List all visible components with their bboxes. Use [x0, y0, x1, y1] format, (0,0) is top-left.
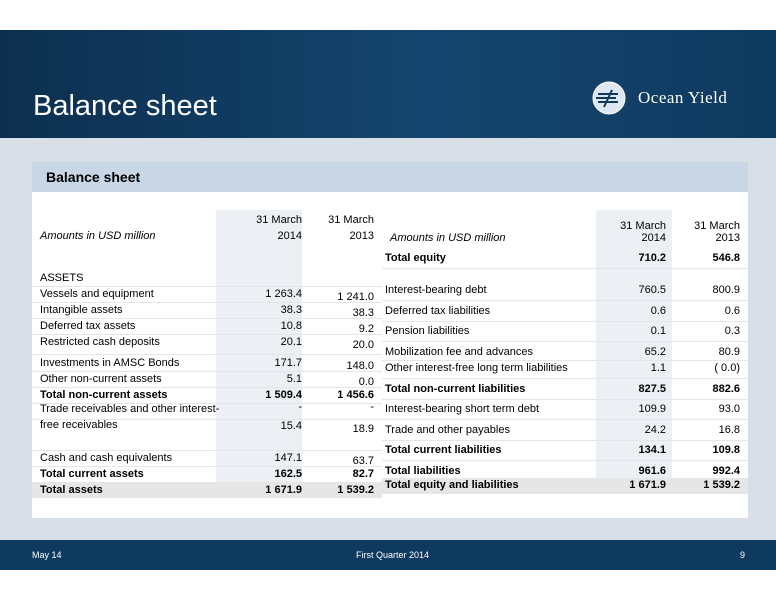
- row-divider: [32, 450, 382, 451]
- table-row: [382, 479, 748, 495]
- table-row: [32, 304, 382, 320]
- table-header-row: [32, 214, 382, 230]
- value-2014: 15.4: [280, 420, 302, 432]
- table-row: [382, 346, 748, 362]
- table-row: [32, 320, 382, 336]
- value-2013: 148.0: [346, 360, 374, 372]
- table-row: [32, 288, 382, 304]
- footer-date: May 14: [32, 550, 62, 560]
- value-2013: 18.9: [352, 423, 374, 435]
- value-2014: 109.9: [638, 403, 666, 415]
- value-2013: 1 539.2: [703, 479, 740, 491]
- row-divider: [382, 378, 748, 379]
- row-label: Deferred tax assets: [40, 320, 136, 332]
- top-margin: [0, 0, 776, 30]
- value-2014: 0.6: [650, 305, 666, 317]
- value-2014: 24.2: [644, 424, 666, 436]
- table-row: [32, 272, 382, 288]
- value-2014: 147.1: [274, 452, 302, 464]
- row-label: Total liabilities: [385, 465, 461, 477]
- col2-header-line2: 2013: [715, 232, 740, 244]
- value-2013: 38.3: [352, 307, 374, 319]
- row-label: Total current assets: [40, 468, 144, 480]
- value-2014: 171.7: [274, 357, 302, 369]
- value-2014: 20.1: [280, 336, 302, 348]
- col1-header-line2: 2014: [641, 232, 666, 244]
- value-2013: 0.6: [724, 305, 740, 317]
- value-2013: 63.7: [352, 455, 374, 467]
- table-row: [382, 383, 748, 399]
- value-2013: 0.3: [724, 325, 740, 337]
- value-2013: 992.4: [712, 465, 740, 477]
- row-label: Vessels and equipment: [40, 288, 154, 300]
- table-row: [32, 484, 382, 500]
- table-row: [382, 325, 748, 341]
- table-row: [32, 336, 382, 352]
- col1-header-line1: 31 March: [256, 214, 302, 226]
- row-label: Interest-bearing debt: [385, 284, 487, 296]
- row-label: Investments in AMSC Bonds: [40, 357, 180, 369]
- col2-header-line1: 31 March: [328, 214, 374, 226]
- table-row: [382, 424, 748, 440]
- table-header-row: [32, 230, 382, 246]
- ocean-yield-logo-icon: [592, 81, 626, 115]
- value-2014: 760.5: [638, 284, 666, 296]
- table-row: [382, 362, 748, 378]
- value-2014: 1.1: [650, 362, 666, 374]
- value-2014: 827.5: [638, 383, 666, 395]
- row-label: Total non-current liabilities: [385, 383, 526, 395]
- liabilities-table: [382, 210, 748, 495]
- company-logo: [592, 81, 757, 115]
- table-row: [382, 444, 748, 460]
- row-label: Deferred tax liabilities: [385, 305, 491, 317]
- table-row: [382, 305, 748, 321]
- row-label: Other interest-free long term liabilities: [385, 362, 568, 374]
- row-label: Pension liabilities: [385, 325, 470, 337]
- value-2014: 10.8: [280, 320, 302, 332]
- value-2014: 162.5: [274, 468, 302, 480]
- table-header-row: [382, 232, 748, 248]
- slide-header: [0, 30, 776, 138]
- row-divider: [32, 354, 382, 355]
- value-2014: 1 509.4: [265, 389, 302, 401]
- row-label: Total equity and liabilities: [385, 479, 519, 491]
- row-label: Interest-bearing short term debt: [385, 403, 540, 415]
- value-2014: -: [298, 401, 302, 413]
- row-label: Total assets: [40, 484, 103, 496]
- row-divider: [382, 399, 748, 400]
- value-2013: 82.7: [352, 468, 374, 480]
- value-2013: 1 456.6: [337, 389, 374, 401]
- col1-header-line2: 2014: [277, 230, 302, 242]
- row-label: Mobilization fee and advances: [385, 346, 533, 358]
- value-2014: 1 263.4: [265, 288, 302, 300]
- slide-footer: [0, 540, 776, 570]
- panel-title: Balance sheet: [46, 169, 141, 185]
- table-row: [32, 373, 382, 389]
- row-divider: [382, 341, 748, 342]
- value-2014: 0.1: [650, 325, 666, 337]
- row-label: Trade receivables and other interest-: [40, 403, 220, 415]
- value-2014: 65.2: [644, 346, 666, 358]
- value-2013: 0.0: [358, 376, 374, 388]
- table-row: [32, 357, 382, 373]
- value-2014: 710.2: [638, 252, 666, 264]
- value-2013: 800.9: [712, 284, 740, 296]
- col1-header-line1: 31 March: [620, 220, 666, 232]
- value-2013: ( 0.0): [714, 362, 740, 374]
- col2-header-line1: 31 March: [694, 220, 740, 232]
- value-2013: 80.9: [718, 346, 740, 358]
- page-number: 9: [740, 550, 746, 560]
- value-2013: 16.8: [718, 424, 740, 436]
- value-2013: 20.0: [352, 339, 374, 351]
- value-2014: 1 671.9: [265, 484, 302, 496]
- value-2013: 1 539.2: [337, 484, 374, 496]
- row-label: Total equity: [385, 252, 446, 264]
- row-label: Total current liabilities: [385, 444, 502, 456]
- panel-header: [32, 162, 748, 192]
- row-label: Trade and other payables: [385, 424, 510, 436]
- value-2014: 5.1: [286, 373, 302, 385]
- row-label: ASSETS: [40, 272, 84, 284]
- assets-table: [32, 210, 382, 495]
- value-2013: 546.8: [712, 252, 740, 264]
- row-divider: [382, 460, 748, 461]
- table-row: [32, 468, 382, 484]
- table-row: [382, 284, 748, 300]
- value-2014: 1 671.9: [629, 479, 666, 491]
- row-label: Other non-current assets: [40, 373, 162, 385]
- row-label-continued: free receivables: [40, 419, 118, 431]
- slide-title: Balance sheet: [33, 90, 217, 122]
- col2-header-line2: 2013: [349, 230, 374, 242]
- footer-center-text: First Quarter 2014: [356, 550, 430, 560]
- table-row: [32, 403, 382, 436]
- row-divider: [382, 321, 748, 322]
- row-divider: [382, 440, 748, 441]
- row-label: Restricted cash deposits: [40, 336, 160, 348]
- value-2013: 93.0: [718, 403, 740, 415]
- row-divider: [382, 300, 748, 301]
- value-2014: 38.3: [280, 304, 302, 316]
- row-label: Total non-current assets: [40, 389, 168, 401]
- table-row: [32, 452, 382, 468]
- table-row: [382, 252, 748, 268]
- value-2013: 1 241.0: [337, 291, 374, 303]
- logo-text: Ocean Yield: [638, 88, 728, 107]
- value-2013: 882.6: [712, 383, 740, 395]
- row-label: Cash and cash equivalents: [40, 452, 173, 464]
- row-divider: [382, 419, 748, 420]
- balance-sheet-panel: [32, 162, 748, 518]
- row-divider: [382, 268, 748, 269]
- units-label: Amounts in USD million: [390, 232, 506, 244]
- units-label: Amounts in USD million: [40, 230, 156, 242]
- row-label: Intangible assets: [40, 304, 123, 316]
- value-2013: -: [370, 401, 374, 413]
- value-2013: 9.2: [358, 323, 374, 335]
- value-2013: 109.8: [712, 444, 740, 456]
- table-row: [382, 403, 748, 419]
- value-2014: 961.6: [638, 465, 666, 477]
- value-2014: 134.1: [638, 444, 666, 456]
